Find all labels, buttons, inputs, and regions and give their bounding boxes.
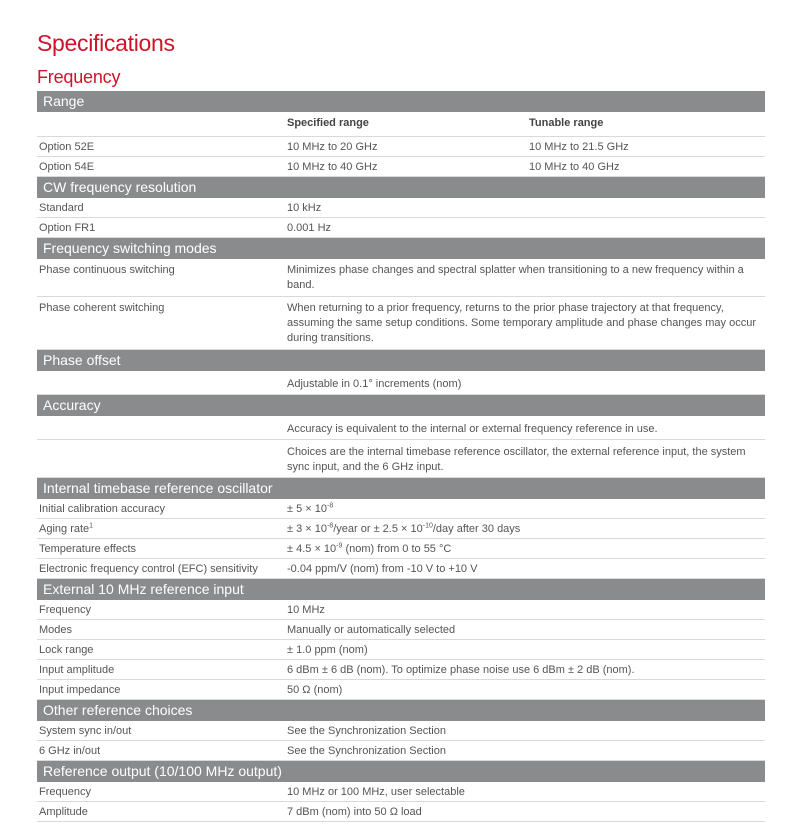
table-row <box>37 137 765 157</box>
table-row <box>37 721 765 741</box>
row-label: Input impedance <box>39 684 121 696</box>
row-label: 6 GHz in/out <box>39 745 101 757</box>
table-row <box>37 782 765 802</box>
row-label: Frequency <box>39 604 91 616</box>
accuracy-heading: Accuracy <box>37 395 765 416</box>
row-label: Initial calibration accuracy <box>39 503 165 515</box>
row-label: Amplitude <box>39 806 88 818</box>
reference-output-heading: Reference output (10/100 MHz output) <box>37 761 765 782</box>
table-row <box>37 218 765 238</box>
row-value: 10 MHz to 40 GHz <box>529 161 620 173</box>
table-row <box>37 259 765 297</box>
phase-offset-heading: Phase offset <box>37 350 765 371</box>
table-row <box>37 198 765 218</box>
row-label: Phase continuous switching <box>39 264 175 276</box>
row-value: 0.001 Hz <box>287 222 332 234</box>
row-value: 50 Ω (nom) <box>287 684 343 696</box>
table-row <box>37 680 765 700</box>
row-value: Choices are the internal timebase reference oscillator, the external reference input, the system sync input, and the 6 GHz input. <box>287 446 746 473</box>
row-value: 10 MHz to 40 GHz <box>287 161 378 173</box>
row-value: When returning to a prior frequency, returns to the prior phase trajectory at that frequency, assuming the same setup conditions. Some temporary amplitude and phase changes may occur during transitions. <box>287 302 756 344</box>
table-row <box>37 620 765 640</box>
table-row <box>37 539 765 559</box>
table-row <box>37 519 765 539</box>
range-column-headers <box>37 112 765 137</box>
cw-resolution-heading: CW frequency resolution <box>37 177 765 198</box>
row-value: 10 MHz to 20 GHz <box>287 141 378 153</box>
row-value: ± $4.5 \times 10^{-9}$ (nom) from 0 to 55 °C <box>287 542 452 555</box>
table-row <box>37 741 765 761</box>
row-label: Lock range <box>39 644 94 656</box>
row-label: Option FR1 <box>39 222 96 234</box>
row-value: ± $5 \times 10^{-8}$ <box>287 502 334 515</box>
table-row <box>37 157 765 177</box>
row-value: 10 kHz <box>287 202 322 214</box>
range-heading: Range <box>37 91 765 112</box>
table-row <box>37 499 765 519</box>
row-label: Aging rate$^1$ <box>39 522 94 535</box>
col-specified-range: Specified range <box>287 117 369 129</box>
row-value: 10 MHz to 21.5 GHz <box>529 141 629 153</box>
row-value: Manually or automatically selected <box>287 624 456 636</box>
col-tunable-range: Tunable range <box>529 117 604 129</box>
row-label: Phase coherent switching <box>39 302 165 314</box>
timebase-heading: Internal timebase reference oscillator <box>37 478 765 499</box>
row-value: Minimizes phase changes and spectral splatter when transitioning to a new frequency within a band. <box>287 264 744 291</box>
row-label: Temperature effects <box>39 543 137 555</box>
row-value: See the Synchronization Section <box>287 745 446 757</box>
ext-reference-heading: External 10 MHz reference input <box>37 579 765 600</box>
row-value: 6 dBm ± 6 dB (nom). To optimize phase noise use 6 dBm ± 2 dB (nom). <box>287 664 635 676</box>
table-row <box>37 559 765 579</box>
table-row <box>37 440 765 478</box>
spec-table <box>37 91 765 822</box>
table-row <box>37 802 765 822</box>
row-label: Option 54E <box>39 161 95 173</box>
row-label: Option 52E <box>39 141 95 153</box>
row-value: Adjustable in 0.1° increments (nom) <box>287 378 462 390</box>
row-value: Accuracy is equivalent to the internal or external frequency reference in use. <box>287 423 658 435</box>
table-row <box>37 600 765 620</box>
row-label: Standard <box>39 202 84 214</box>
row-value: 7 dBm (nom) into 50 Ω load <box>287 806 422 818</box>
table-row <box>37 371 765 395</box>
page-title: Specifications <box>37 30 175 56</box>
row-label: Modes <box>39 624 73 636</box>
table-row <box>37 297 765 350</box>
row-label: Frequency <box>39 786 91 798</box>
other-reference-heading: Other reference choices <box>37 700 765 721</box>
row-label: Input amplitude <box>39 664 115 676</box>
switching-modes-heading: Frequency switching modes <box>37 238 765 259</box>
table-row <box>37 660 765 680</box>
table-row <box>37 640 765 660</box>
row-label: System sync in/out <box>39 725 132 737</box>
row-value: ± $3 \times 10^{-8}$/year or ± $2.5 \times 10^{-10}$/day after 30 days <box>287 522 521 535</box>
row-value: 10 MHz or 100 MHz, user selectable <box>287 786 465 798</box>
table-row <box>37 416 765 440</box>
row-label: Electronic frequency control (EFC) sensitivity <box>39 563 258 575</box>
row-value: ± 1.0 ppm (nom) <box>287 644 368 656</box>
section-subtitle: Frequency <box>37 67 121 87</box>
row-value: See the Synchronization Section <box>287 725 446 737</box>
row-value: 10 MHz <box>287 604 325 616</box>
row-value: -0.04 ppm/V (nom) from -10 V to +10 V <box>287 563 478 575</box>
